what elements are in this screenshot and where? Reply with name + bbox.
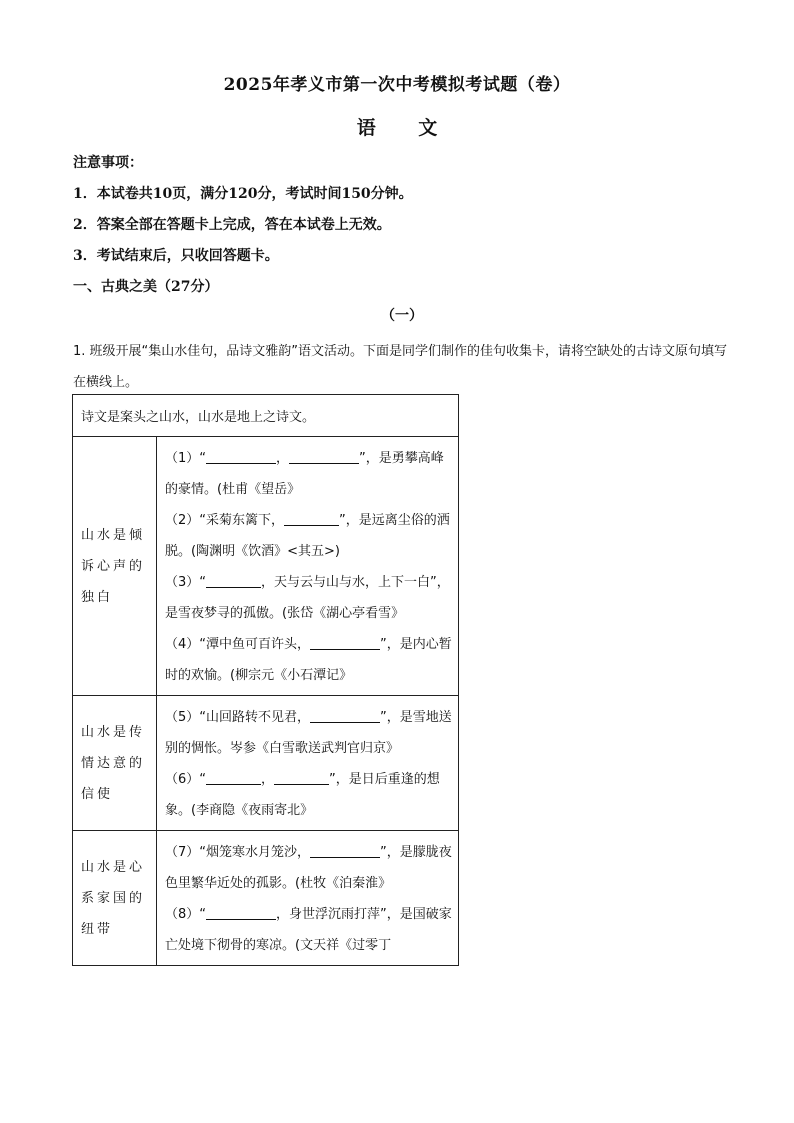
answer-blank[interactable] (310, 843, 380, 858)
item-5 (165, 702, 452, 764)
item-text: “山回路转不见君， (199, 710, 311, 725)
category-cell (73, 437, 157, 696)
answer-blank[interactable] (206, 449, 276, 464)
section-title: 一、古典之美（27分） (73, 279, 219, 295)
items-cell (157, 831, 459, 966)
note-item-1: 1．本试卷共10页，满分120分，考试时间150分钟。 (73, 186, 413, 202)
item-text: ”，是朦胧夜色里繁华近处的孤影。(杜牧《泊秦淮》 (165, 845, 452, 891)
question-1-text: 1. 班级开展“集山水佳句，品诗文雅韵”语文活动。下面是同学们制作的佳句收集卡，请将空缺处的古诗文原句填写在横线上。 (73, 344, 728, 390)
item-text: “ (199, 451, 207, 466)
item-text: “采菊东篱下， (199, 513, 285, 528)
item-num: （1） (165, 451, 200, 466)
subject-title: 语 文 (356, 117, 456, 139)
category-label: 山水是倾诉心声的独白 (81, 527, 146, 605)
answer-blank[interactable] (206, 573, 261, 588)
item-num: （7） (165, 845, 200, 860)
part-number: （一） (381, 308, 423, 324)
item-text: “烟笼寒水月笼沙， (199, 845, 311, 860)
item-7 (165, 837, 452, 899)
note-item-2: 2．答案全部在答题卡上完成，答在本试卷上无效。 (73, 217, 391, 233)
item-text: “潭中鱼可百许头， (199, 637, 311, 652)
item-num: （5） (165, 710, 200, 725)
item-num: （6） (165, 772, 200, 787)
category-label: 山水是心系家国的纽带 (81, 859, 146, 937)
item-num: （4） (165, 637, 200, 652)
answer-blank[interactable] (284, 511, 339, 526)
item-text: ，天与云与山与水，上下一白”，是雪夜梦寻的孤傲。(张岱《湖心亭看雪》 (165, 575, 450, 621)
item-text: ”，是远离尘俗的洒脱。(陶渊明《饮酒》<其五>) (165, 513, 450, 559)
answer-blank[interactable] (310, 635, 380, 650)
category-label: 山水是传情达意的信使 (81, 724, 146, 802)
exam-title: 2025年孝义市第一次中考模拟考试题（卷） (223, 75, 571, 95)
category-cell (73, 831, 157, 966)
notes-heading: 注意事项： (73, 155, 143, 171)
item-text: “ (199, 772, 207, 787)
item-num: （2） (165, 513, 200, 528)
answer-blank[interactable] (274, 770, 329, 785)
item-8 (165, 899, 452, 961)
answer-blank[interactable] (289, 449, 359, 464)
answer-blank[interactable] (310, 708, 380, 723)
item-text: ， (261, 772, 275, 787)
item-text: ”，是日后重逢的想象。(李商隐《夜雨寄北》 (165, 772, 440, 818)
items-cell (157, 437, 459, 696)
poem-card-table (72, 394, 459, 966)
item-text: ”，是雪地送别的惆怅。岑参《白雪歌送武判官归京》 (165, 710, 452, 756)
item-3 (165, 567, 452, 629)
item-6 (165, 764, 452, 826)
card-header: 诗文是案头之山水，山水是地上之诗文。 (73, 395, 459, 437)
answer-blank[interactable] (206, 905, 276, 920)
answer-blank[interactable] (206, 770, 261, 785)
item-text: ， (276, 451, 290, 466)
items-cell (157, 696, 459, 831)
category-cell (73, 696, 157, 831)
item-text: “ (199, 907, 207, 922)
item-4 (165, 629, 452, 691)
item-2 (165, 505, 452, 567)
item-num: （8） (165, 907, 200, 922)
item-text: ”，是内心暂时的欢愉。(柳宗元《小石潭记》 (165, 637, 452, 683)
note-item-3: 3．考试结束后，只收回答题卡。 (73, 248, 279, 264)
item-num: （3） (165, 575, 200, 590)
item-text: ”，是勇攀高峰的豪情。(杜甫《望岳》 (165, 451, 444, 497)
item-text: ，身世浮沉雨打萍”，是国破家亡处境下彻骨的寒凉。(文天祥《过零丁 (165, 907, 452, 953)
item-1 (165, 443, 452, 505)
item-text: “ (199, 575, 207, 590)
